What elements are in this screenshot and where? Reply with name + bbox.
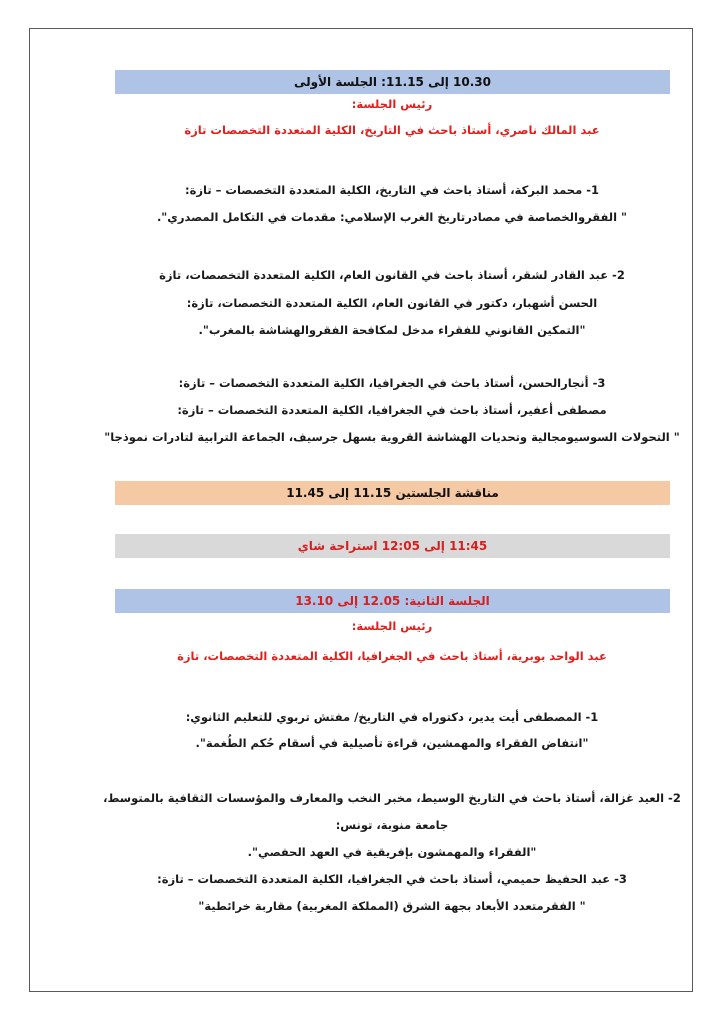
session1-header: 10.30 إلى 11.15: الجلسة الأولى bbox=[115, 70, 670, 94]
s2-item1-line2: "انتفاض الفقراء والمهمشين، قراءة تأصيلية في أسقام حُكم الطُغمة". bbox=[195, 736, 589, 750]
discussion-band: مناقشة الجلستين 11.15 إلى 11.45 bbox=[115, 481, 670, 505]
s2-item2-line2: جامعة منوبة، تونس: bbox=[335, 818, 449, 832]
s1-item3-line2: مصطفى أعفير، أستاذ باحث في الجغرافيا، الكلية المتعددة التخصصات – تازة: bbox=[177, 403, 607, 417]
page-frame bbox=[29, 28, 693, 992]
s1-item3-line3: " التحولات السوسيومجالية وتحديات الهشاشة القروية بسهل جرسيف، الجماعة الترابية لتادرات نموذجا" bbox=[104, 430, 680, 444]
s2-item3-line1: 3- عبد الحفيظ حميمي، أستاذ باحث في الجغرافيا، الكلية المتعددة التخصصات – تازة: bbox=[157, 872, 627, 886]
s2-item2-line1: 2- العيد غزالة، أستاذ باحث في التاريخ الوسيط، مخبر النخب والمعارف والمؤسسات الثقافية بالمتوسط، bbox=[103, 791, 681, 805]
s2-item2-line3: "الفقراء والمهمشون بإفريقية في العهد الحفصي". bbox=[247, 845, 537, 859]
s1-item2-line3: "التمكين القانوني للفقراء مدخل لمكافحة الفقروالهشاشة بالمغرب". bbox=[198, 323, 586, 337]
s2-item1-line1: 1- المصطفى أيت يدير، دكتوراه في التاريخ/ مفتش تربوي للتعليم الثانوي: bbox=[185, 710, 599, 724]
session1-chair-label: رئيس الجلسة: bbox=[351, 97, 433, 111]
s1-item2-line1: 2- عبد القادر لشقر، أستاذ باحث في القانون العام، الكلية المتعددة التخصصات، تازة bbox=[159, 268, 625, 282]
session2-header: الجلسة الثانية: 12.05 إلى 13.10 bbox=[115, 589, 670, 613]
s1-item3-line1: 3- أنجارالحسن، أستاذ باحث في الجغرافيا، الكلية المتعددة التخصصات – تازة: bbox=[178, 376, 606, 390]
s2-item3-line2: " الفقرمتعدد الأبعاد بجهة الشرق (المملكة المغربية) مقاربة خرائطية" bbox=[198, 899, 586, 913]
s1-item1-line1: 1- محمد البركة، أستاذ باحث في التاريخ، الكلية المتعددة التخصصات – تازة: bbox=[185, 183, 599, 197]
s1-item1-line2: " الفقروالخصاصة في مصادرتاريخ الغرب الإسلامي: مقدمات في التكامل المصدري". bbox=[156, 210, 628, 224]
session2-chair-label: رئيس الجلسة: bbox=[351, 619, 433, 633]
session1-chair: عبد المالك ناصري، أستاذ باحث في التاريخ، الكلية المتعددة التخصصات تازة bbox=[184, 123, 600, 137]
break-band: 11:45 إلى 12:05 استراحة شاي bbox=[115, 534, 670, 558]
session2-chair: عبد الواحد بوبرية، أستاذ باحث في الجغرافيا، الكلية المتعددة التخصصات، تازة bbox=[177, 649, 607, 663]
s1-item2-line2: الحسن أشهبار، دكتور في القانون العام، الكلية المتعددة التخصصات، تازة: bbox=[186, 296, 598, 310]
